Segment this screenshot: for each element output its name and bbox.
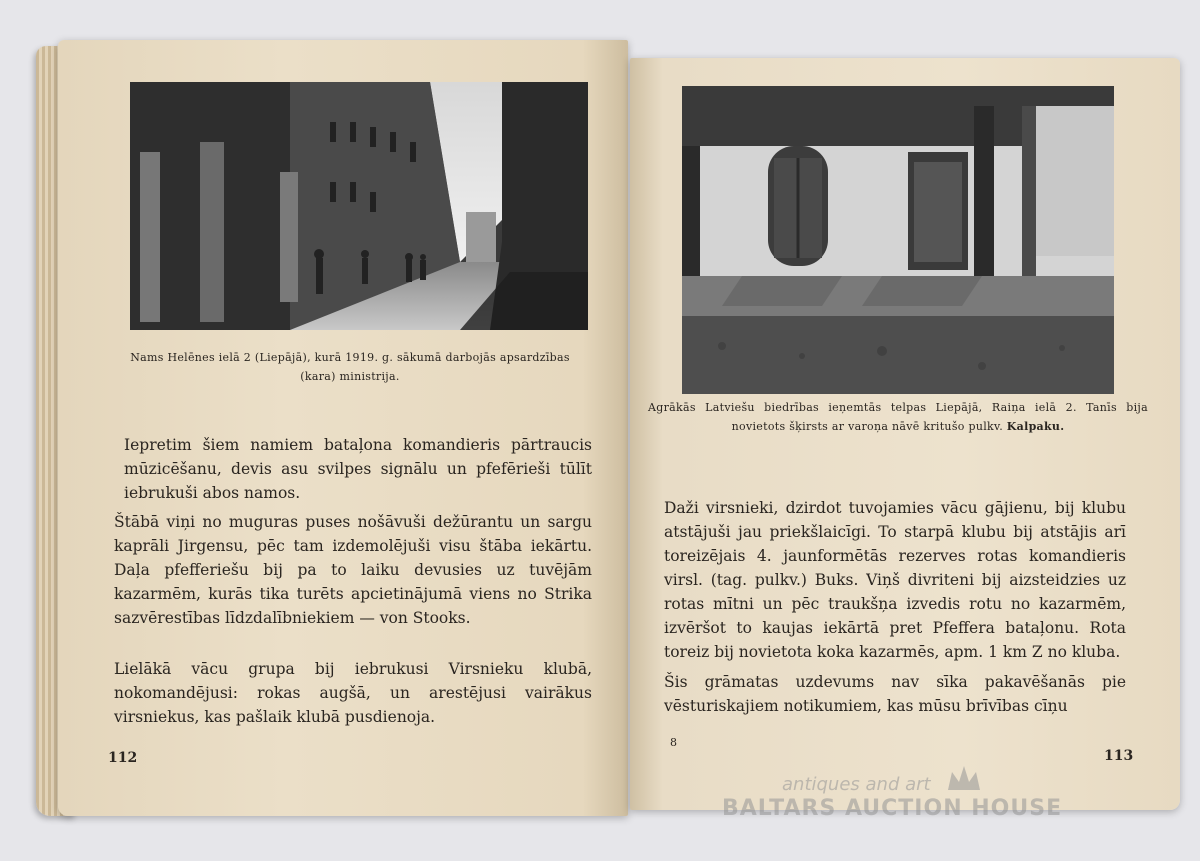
right-paragraph-2: Šis grāmatas uzdevums nav sīka pakavēšanās pie vēsturiskajiem notikumiem, kas mūsu brīvības cīņu: [664, 673, 1126, 715]
right-caption-bold: Kalpaku.: [1006, 420, 1065, 433]
auction-watermark: [722, 770, 1122, 830]
street-photo: [130, 82, 588, 330]
right-paragraph-1: Daži virsnieki, dzirdot tuvojamies vācu gājienu, bij klubu atstājuši jau priekšlaicīgi. To starpā klubu bij atstājis arī toreizējais 4. jaunformētās rezerves rotas komandieris virsl. (tag. pulkv.) Buks. Viņš divriteni bij aizsteidzies uz rotas mītni un pēc traukšņa izvedis rotu no kazarmēm, izvēršot to kaujas iekārtā pret Pfeffera bataļonu. Rota toreiz bij novietota koka kazarmēs, apm. 1 km Z no kluba.: [664, 499, 1126, 661]
building-photo: [682, 86, 1114, 394]
left-paragraph-3: Lielākā vācu grupa bij iebrukusi Virsnieku klubā, nokomandējusi: rokas augšā, un arestējusi vairākus virsniekus, kas pašlaik klubā pusdienoja.: [114, 660, 592, 726]
left-page: [58, 40, 628, 816]
right-caption-main: Agrākās Latviešu biedrības ieņemtās telpas Liepājā, Raiņa ielā 2. Tanīs bija novietots šķirsts ar varoņa nāvē kritušo pulkv.: [648, 401, 1148, 433]
signature-mark: 8: [670, 736, 677, 749]
crown-icon: [946, 764, 982, 792]
right-page-number: 113: [1104, 748, 1134, 764]
left-photo-caption: Nams Helēnes ielā 2 (Liepājā), kurā 1919. g. sākumā darbojās apsardzības (kara) ministrija.: [130, 351, 570, 383]
watermark-tagline: antiques and art: [782, 774, 931, 795]
left-paragraph-1: Iepretim šiem namiem bataļona komandieris pārtraucis mūzicēšanu, devis asu svilpes signālu un pfefērieši tūlīt iebrukuši abos namos.: [124, 436, 592, 502]
building-photo-illustration: [682, 86, 1114, 394]
right-photo-caption: [648, 398, 1148, 436]
left-paragraph-2: Štābā viņi no muguras puses nošāvuši dežūrantu un sargu kaprāli Jirgensu, pēc tam izdemolējuši visu štāba iekārtu. Daļa pfefferiešu bij pa to laiku devusies uz tuvējām kazarmēm, kurās tika turēts apcietinājumā viens no Strika sazvērestības līdzdalībniekiem — von Stooks.: [114, 513, 592, 627]
street-photo-illustration: [130, 82, 588, 330]
left-page-number: 112: [108, 750, 138, 766]
watermark-name: BALTARS AUCTION HOUSE: [722, 796, 1063, 821]
right-page: [630, 58, 1180, 810]
